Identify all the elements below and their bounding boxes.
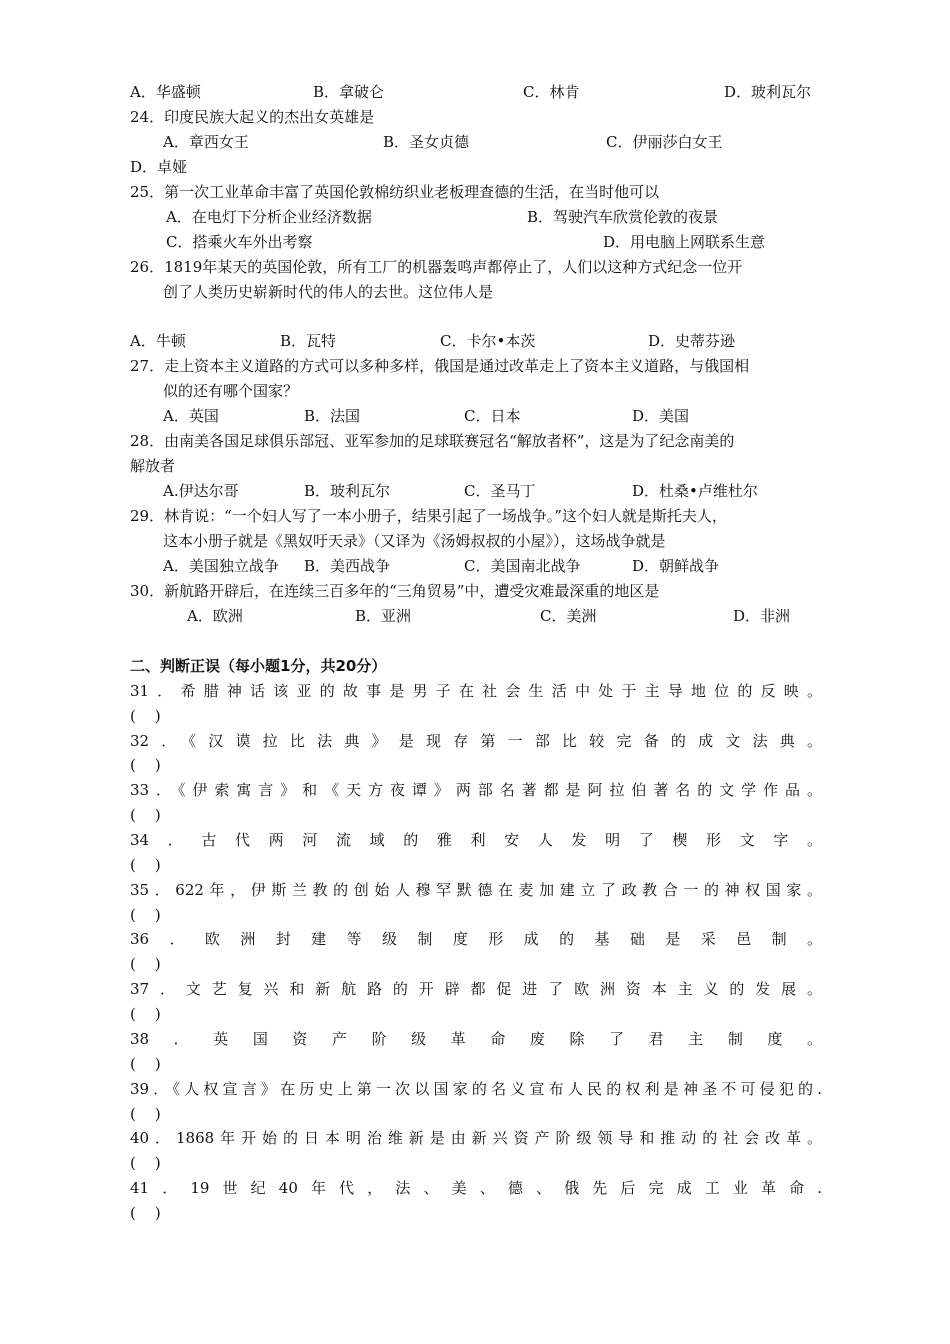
q28-stem-line1: 28．由南美各国足球俱乐部冠、亚军参加的足球联赛冠名“解放者杯”，这是为了纪念南美的 — [130, 432, 735, 450]
q24-option-d: D．卓娅 — [130, 158, 188, 176]
q30-option-d: D．非洲 — [733, 607, 791, 625]
q26-option-a: A．牛顿 — [130, 332, 186, 350]
q25-option-d: D．用电脑上网联系生意 — [603, 233, 766, 251]
judgment-blank-34: ( ) — [130, 856, 161, 874]
q24-option-a: A．章西女王 — [163, 133, 249, 151]
q27-stem-line2: 似的还有哪个国家？ — [163, 382, 299, 400]
q24-stem: 24．印度民族大起义的杰出女英雄是 — [130, 108, 375, 126]
q29-option-c: C．美国南北战争 — [464, 557, 581, 575]
judgment-item-40: 40．1868年开始的日本明治维新是由新兴资产阶级领导和推动的社会改革。 — [130, 1129, 822, 1147]
q30-stem: 30．新航路开辟后，在连续三百多年的“三角贸易”中，遭受灾难最深重的地区是 — [130, 582, 660, 600]
q23-option-b: B．拿破仑 — [313, 83, 385, 101]
judgment-blank-31: ( ) — [130, 707, 161, 725]
q29-stem-line1: 29．林肯说：“一个妇人写了一本小册子，结果引起了一场战争。”这个妇人就是斯托夫人， — [130, 507, 727, 525]
judgment-blank-38: ( ) — [130, 1055, 161, 1073]
q26-option-d: D．史蒂芬逊 — [648, 332, 736, 350]
q26-option-c: C．卡尔•本茨 — [440, 332, 536, 350]
q29-option-b: B．美西战争 — [304, 557, 391, 575]
judgment-blank-39: ( ) — [130, 1105, 161, 1123]
judgment-item-34: 34．古代两河流域的雅利安人发明了楔形文字。 — [130, 831, 822, 849]
q28-option-b: B．玻利瓦尔 — [304, 482, 391, 500]
judgment-blank-41: ( ) — [130, 1204, 161, 1222]
q25-option-b: B．驾驶汽车欣赏伦敦的夜景 — [527, 208, 719, 226]
q23-option-a: A．华盛顿 — [130, 83, 201, 101]
q25-option-c: C．搭乘火车外出考察 — [166, 233, 313, 251]
q25-stem: 25．第一次工业革命丰富了英国伦敦棉纺织业老板理查德的生活，在当时他可以 — [130, 183, 660, 201]
judgment-blank-40: ( ) — [130, 1154, 161, 1172]
q30-option-b: B．亚洲 — [355, 607, 412, 625]
q23-option-c: C．林肯 — [523, 83, 580, 101]
q27-option-c: C．日本 — [464, 407, 521, 425]
q27-option-b: B．法国 — [304, 407, 361, 425]
judgment-item-35: 35．622年，伊斯兰教的创始人穆罕默德在麦加建立了政教合一的神权国家。 — [130, 881, 822, 899]
judgment-item-38: 38．英国资产阶级革命废除了君主制度。 — [130, 1030, 822, 1048]
q29-option-d: D．朝鲜战争 — [632, 557, 720, 575]
q29-stem-line2: 这本小册子就是《黑奴吁天录》（又译为《汤姆叔叔的小屋》），这场战争就是 — [163, 532, 666, 550]
judgment-item-41: 41．19世纪40年代，法、美、德、俄先后完成工业革命. — [130, 1179, 822, 1197]
q26-stem-line1: 26．1819年某天的英国伦敦，所有工厂的机器轰鸣声都停止了，人们以这种方式纪念一位开 — [130, 258, 743, 276]
q24-option-c: C．伊丽莎白女王 — [606, 133, 723, 151]
q28-option-a: A.伊达尔哥 — [163, 482, 239, 500]
q28-option-c: C．圣马丁 — [464, 482, 536, 500]
judgment-blank-32: ( ) — [130, 756, 161, 774]
judgment-blank-35: ( ) — [130, 906, 161, 924]
judgment-item-37: 37．文艺复兴和新航路的开辟都促进了欧洲资本主义的发展。 — [130, 980, 822, 998]
section-2-heading: 二、判断正误（每小题1分，共20分） — [130, 657, 387, 675]
judgment-item-31: 31．希腊神话该亚的故事是男子在社会生活中处于主导地位的反映。 — [130, 682, 822, 700]
judgment-item-32: 32．《汉谟拉比法典》是现存第一部比较完备的成文法典。 — [130, 732, 822, 750]
judgment-item-33: 33．《伊索寓言》和《天方夜谭》两部名著都是阿拉伯著名的文学作品。 — [130, 781, 822, 799]
judgment-blank-33: ( ) — [130, 806, 161, 824]
q27-stem-line1: 27．走上资本主义道路的方式可以多种多样，俄国是通过改革走上了资本主义道路，与俄国相 — [130, 357, 750, 375]
q23-option-d: D．玻利瓦尔 — [724, 83, 812, 101]
q25-option-a: A．在电灯下分析企业经济数据 — [166, 208, 372, 226]
q30-option-a: A．欧洲 — [187, 607, 243, 625]
q27-option-d: D．美国 — [632, 407, 690, 425]
judgment-item-36: 36．欧洲封建等级制度形成的基础是采邑制。 — [130, 930, 822, 948]
q29-option-a: A．美国独立战争 — [163, 557, 279, 575]
judgment-blank-36: ( ) — [130, 955, 161, 973]
q28-option-d: D．杜桑•卢维杜尔 — [632, 482, 758, 500]
q24-option-b: B．圣女贞德 — [383, 133, 470, 151]
judgment-item-39: 39．《人权宣言》在历史上第一次以国家的名义宣布人民的权利是神圣不可侵犯的. — [130, 1080, 822, 1098]
q30-option-c: C．美洲 — [540, 607, 597, 625]
judgment-blank-37: ( ) — [130, 1005, 161, 1023]
q26-option-b: B．瓦特 — [280, 332, 337, 350]
q27-option-a: A．英国 — [163, 407, 219, 425]
q26-stem-line2: 创了人类历史崭新时代的伟人的去世。这位伟人是 — [163, 283, 494, 301]
q28-stem-line2: 解放者 — [130, 457, 176, 475]
